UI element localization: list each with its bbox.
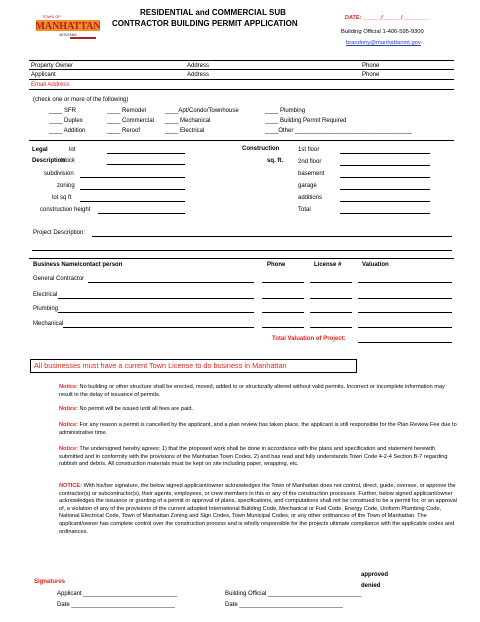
lot-label: lot xyxy=(69,147,76,153)
zoning-label: zoning xyxy=(57,183,75,189)
floor-2nd-label: 2nd floor xyxy=(298,159,322,165)
check-electrical[interactable]: ____ Electrical xyxy=(165,128,205,134)
project-description-label: Project Description: xyxy=(33,230,86,236)
official-date-line[interactable]: Date _______________________________ xyxy=(225,602,343,608)
town-logo xyxy=(34,12,104,40)
sqft-label: sq. ft. xyxy=(267,158,283,164)
applicant-date-line[interactable]: Date _______________________________ xyxy=(57,602,175,608)
applicant-signature-line[interactable]: Applicant ____________________________ xyxy=(57,591,177,597)
license-notice-text: All businesses must have a current Town License to do business in Manhattan xyxy=(34,361,287,370)
electrical-contractor-label: Electrical xyxy=(33,292,58,298)
denied-label[interactable]: denied xyxy=(361,583,381,589)
check-addition[interactable]: ____ Addition xyxy=(49,128,86,134)
applicant-label: Applicant xyxy=(31,72,56,78)
col-license: License # xyxy=(314,262,342,268)
owner-address-label: Address xyxy=(187,63,210,69)
plumbing-contractor-label: Plumbing xyxy=(33,306,59,312)
check-reroof[interactable]: ____ Reroof xyxy=(107,128,141,134)
official-signature-line[interactable]: Building Official ____________________________ xyxy=(225,591,362,597)
col-business-name: Business Name/contact person xyxy=(33,262,123,268)
check-mechanical[interactable]: ____ Mechanical xyxy=(165,118,211,124)
check-instruction: (check one or more of the following) xyxy=(33,97,129,103)
col-valuation: Valuation xyxy=(362,262,389,268)
notice-1: Notice: No building or other structure shall be erected, moved, added to or structurally altered without valid permits. Incorrect or incomplete information may result in the delay of issuance of permits. xyxy=(59,384,445,398)
total-valuation-label: Total Valuation of Project: xyxy=(272,336,346,342)
lot-sqft-label: lot sq ft xyxy=(52,195,72,201)
email-address-label: Email Address xyxy=(31,82,70,88)
basement-label: basement xyxy=(298,171,325,177)
applicant-phone-label: Phone xyxy=(362,72,380,78)
description-label: Description xyxy=(32,158,66,164)
additions-label: additions xyxy=(298,195,323,201)
check-sfr[interactable]: ____ SFR xyxy=(49,108,77,114)
notice-5: NOTICE: With his/her signature, the below signed applicant/owner acknowledges the Town of Manhattan does not control, direct, guide, oversee, or approve the contractor(s) or subcontractor(s), their agents, employees, or crew members in this or any of the construction processes. Further, below signed applicant/owner acknowledges the issuance or granting of a permit or approval of plans, specifications, and computations shall not be construed to be a permit for, or an approval of, a violation of any of the provisions of the current adopted International Building Code, Mechanical or Fuel Code, Energy Code, Uniform Plumbing Code, National Electrical Code, Town of Manhattan Zoning and Sign Codes, Town Municipal Codes, or any other ordinances of the Town of Manhattan. The applicant/owner has complete control over the construction process and is wholly responsible for the projects ultimate compliance with the applicable codes and ordinances. xyxy=(59,483,458,535)
floor-1st-label: 1st floor xyxy=(298,147,320,153)
general-contractor-label: General Contractor xyxy=(33,276,85,282)
approved-label[interactable]: approved xyxy=(361,572,389,578)
construction-label: Construction xyxy=(242,146,280,152)
check-remodel[interactable]: ____ Remodel xyxy=(107,108,147,114)
title-line-1: RESIDENTIAL and COMMERCIAL SUB xyxy=(140,8,286,17)
notice-4: Notice: The undersigned hereby agrees: 1) that the proposed work shall be done in accordance with the plans and specification and statement herewith submitted and in conformity with the provisions of the Manhattan Town Codes, 2) and has read and fully understands Town Code 4-2-4 Section B-7 regarding rubbish and debris. All construction materials must be kept on site including paper, wrapping, etc. xyxy=(59,446,448,468)
check-plumbing[interactable]: ____ Plumbing xyxy=(265,108,306,114)
garage-label: garage xyxy=(298,183,317,189)
svg-text:TOWN OF: TOWN OF xyxy=(42,14,61,19)
total-label: Total xyxy=(298,207,311,213)
check-commercial[interactable]: ____ Commercial xyxy=(107,118,155,124)
date-field[interactable]: DATE: ______/______/________ xyxy=(345,15,428,21)
check-other[interactable]: ____Other ___________________________________ xyxy=(265,128,412,134)
check-duplex[interactable]: ____ Duplex xyxy=(49,118,83,124)
notice-3: Notice: For any reason a permit is cancelled by the applicant, and a plan review has taken place, the applicant is still responsible for the Plan Review Fee due to administrative time. xyxy=(59,422,457,436)
construction-height-label: construction height xyxy=(40,207,91,213)
signatures-heading: Signatures xyxy=(34,579,66,585)
mechanical-contractor-label: Mechanical xyxy=(33,321,64,327)
block-label: block xyxy=(61,158,76,164)
notice-2: Notice: No permit will be issued until all fees are paid. xyxy=(59,406,194,412)
check-apt-condo[interactable]: ____Apt/Condo/Townhouse xyxy=(165,108,239,114)
svg-text:MONTANA: MONTANA xyxy=(59,33,77,37)
subdivision-label: subdivision xyxy=(44,171,74,177)
col-phone: Phone xyxy=(267,262,286,268)
legal-label: Legal xyxy=(32,147,48,153)
official-phone: Building Official 1-406-595-9300 xyxy=(341,29,424,35)
official-email-link[interactable]: brandony@manhattanmt.gov xyxy=(346,40,421,46)
svg-text:MANHATTAN: MANHATTAN xyxy=(35,21,101,32)
property-owner-label: Property Owner xyxy=(31,63,74,69)
owner-phone-label: Phone xyxy=(362,63,380,69)
check-building-permit[interactable]: ____ Building Permit Required xyxy=(265,118,347,124)
applicant-address-label: Address xyxy=(187,72,210,78)
title-line-2: CONTRACTOR BUILDING PERMIT APPLICATION xyxy=(112,19,298,28)
